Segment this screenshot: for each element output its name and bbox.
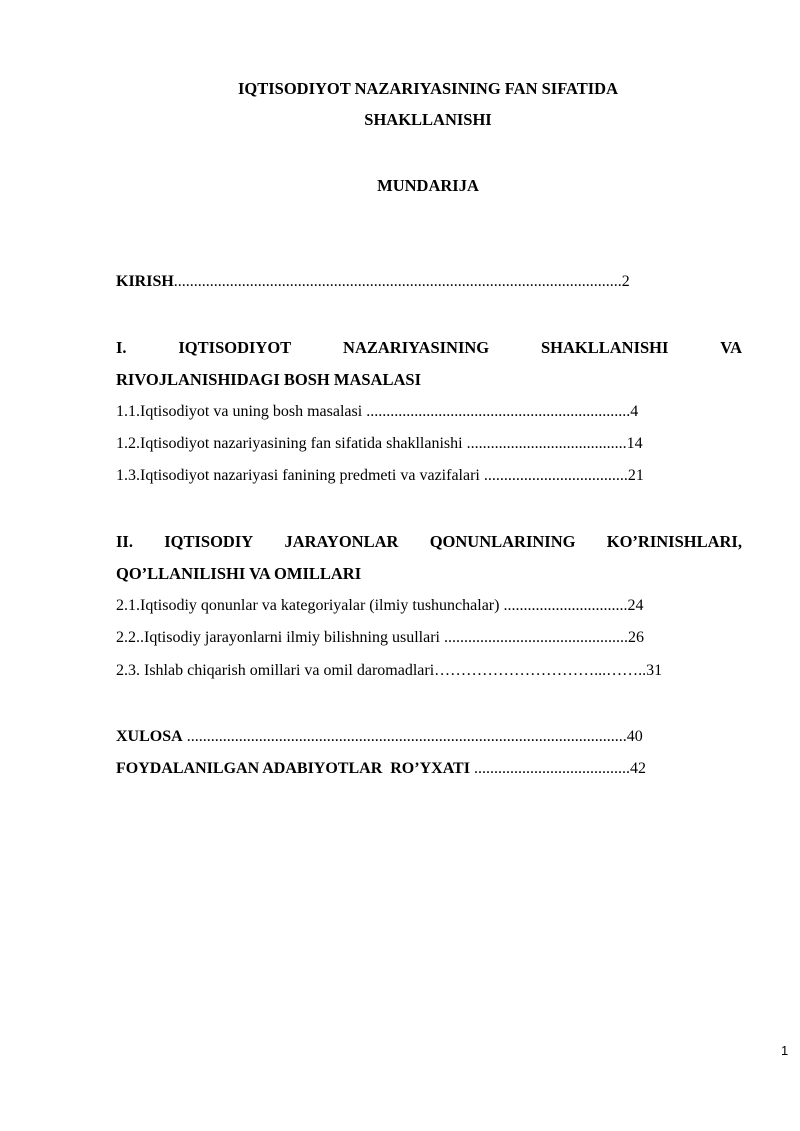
chapter-2-heading-line-2: QO’LLANILISHI VA OMILLARI xyxy=(116,564,362,583)
toc-page-number: 31 xyxy=(646,662,663,679)
chapter-1-heading-word: VA xyxy=(720,338,742,357)
toc-entry-bibliography[interactable] xyxy=(116,759,646,779)
chapter-2-heading-word: JARAYONLAR xyxy=(284,532,399,551)
toc-entry-text: 1.1.Iqtisodiyot va uning bosh masalasi .................................................................. xyxy=(116,403,631,420)
toc-leader: .............................................................................................................. xyxy=(182,728,627,745)
chapter-2-heading-word: QONUNLARINING xyxy=(429,532,576,551)
toc-page-number: 4 xyxy=(630,403,639,420)
document-title-line-1: IQTISODIYOT NAZARIYASINING FAN SIFATIDA xyxy=(237,79,619,98)
toc-entry-text: 1.3.Iqtisodiyot nazariyasi fanining predmeti va vazifalari .................................... xyxy=(116,467,628,484)
toc-entry-text: 1.2.Iqtisodiyot nazariyasining fan sifatida shakllanishi ........................................ xyxy=(116,435,627,452)
chapter-1-heading-word: I. xyxy=(116,338,127,357)
toc-leader: ....................................... xyxy=(469,760,630,777)
toc-page-number: 2 xyxy=(621,273,630,290)
page-number: 1 xyxy=(781,1043,789,1058)
toc-entry-text: 2.3. Ishlab chiqarish omillari va omil daromadlari…………………………...…….. xyxy=(116,662,647,679)
toc-entry-intro-label: KIRISH xyxy=(116,273,174,290)
chapter-2-heading-word: II. xyxy=(116,532,133,551)
toc-page-number: 21 xyxy=(627,467,644,484)
chapter-1-heading-word: NAZARIYASINING xyxy=(343,338,490,357)
toc-page-number: 40 xyxy=(626,728,643,745)
toc-page-number: 26 xyxy=(627,629,644,646)
document-title-line-2: SHAKLLANISHI xyxy=(364,110,492,129)
toc-leader: ................................................................................................................ xyxy=(173,273,622,290)
toc-entry-conclusion-label: XULOSA xyxy=(116,728,183,745)
toc-entry-bibliography-label: FOYDALANILGAN ADABIYOTLAR RO’YXATI xyxy=(116,760,470,777)
toc-entry-text: 2.2..Iqtisodiy jarayonlarni ilmiy bilishning usullari .............................................. xyxy=(116,629,628,646)
chapter-1-heading-word: IQTISODIYOT xyxy=(178,338,292,357)
toc-heading: MUNDARIJA xyxy=(377,176,479,195)
chapter-1-heading[interactable] xyxy=(116,338,742,358)
toc-entry-2-2[interactable] xyxy=(116,628,644,648)
chapter-2-heading[interactable] xyxy=(116,532,742,552)
toc-page-number: 42 xyxy=(629,760,646,777)
toc-entry-intro[interactable] xyxy=(116,272,630,292)
toc-entry-2-1[interactable] xyxy=(116,596,643,616)
chapter-1-heading-word: SHAKLLANISHI xyxy=(540,338,669,357)
chapter-2-heading-word: KO’RINISHLARI, xyxy=(606,532,742,551)
toc-entry-text: 2.1.Iqtisodiy qonunlar va kategoriyalar (ilmiy tushunchalar) ............................... xyxy=(116,597,628,614)
chapter-2-heading-word: IQTISODIY xyxy=(164,532,254,551)
toc-page-number: 24 xyxy=(627,597,644,614)
toc-entry-conclusion[interactable] xyxy=(116,727,643,747)
toc-entry-2-3[interactable] xyxy=(116,661,662,681)
toc-entry-1-1[interactable] xyxy=(116,402,638,422)
toc-entry-1-3[interactable] xyxy=(116,466,644,486)
chapter-1-heading-line-2: RIVOJLANISHIDAGI BOSH MASALASI xyxy=(116,370,421,389)
toc-page-number: 14 xyxy=(626,435,643,452)
toc-entry-1-2[interactable] xyxy=(116,434,643,454)
